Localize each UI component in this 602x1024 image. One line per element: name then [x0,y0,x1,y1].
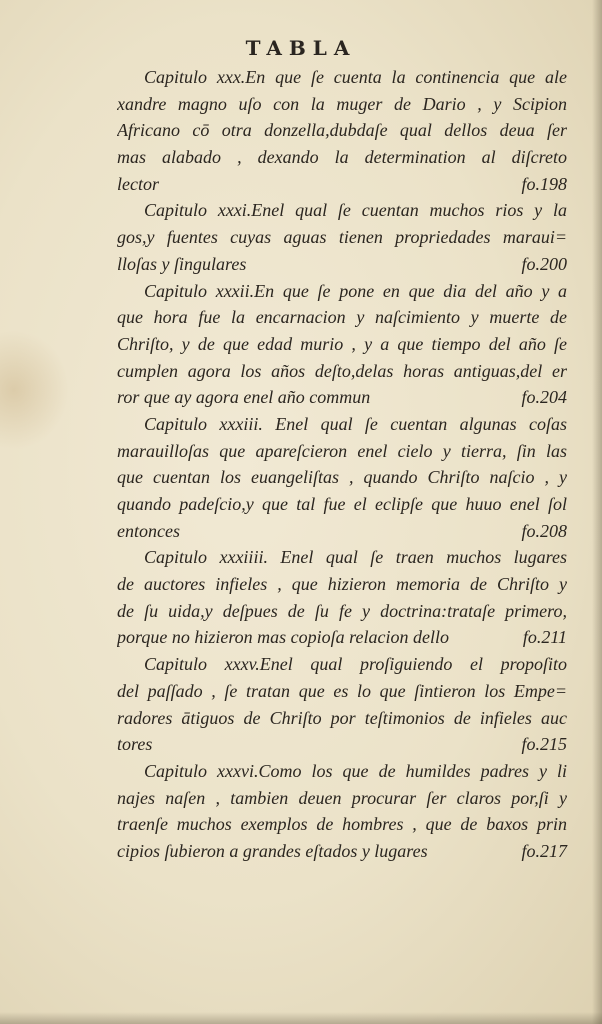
page-title: TABLA [245,36,357,60]
table-of-contents [117,64,567,865]
toc-entry [117,278,567,411]
line-text: Chriſto, y de que edad murio , y a que tiempo del año ſe [117,333,567,354]
folio-number: fo.208 [521,520,567,541]
line-text: marauilloſas que apareſcieron enel cielo y tierra, ſin las [117,440,567,461]
chapter-text-line [117,518,567,545]
line-text: lector [117,173,159,194]
line-text: entonces [117,520,180,541]
line-text: lloſas y ſingulares [117,253,247,274]
chapter-text-line [117,785,567,812]
line-text: porque no hizieron mas copioſa relacion dello [117,627,449,648]
folio-number: fo.211 [522,627,567,648]
chapter-text-line [117,598,567,625]
line-text: Capitulo xxx.En que ſe cuenta la continencia que ale [144,67,567,87]
page-edge-bottom [0,1012,602,1024]
toc-entry [117,758,567,865]
line-text: Capitulo xxxv.Enel qual proſiguiendo el propoſito [144,654,567,675]
page-edge-right [592,0,602,1024]
chapter-heading-line [117,411,567,438]
chapter-heading-line [117,651,567,678]
chapter-text-line [117,91,567,118]
chapter-heading-line [117,64,567,91]
line-text: cumplen agora los años deſto,delas horas antiguas,del er [117,360,567,381]
toc-entry [117,411,567,544]
line-text: Capitulo xxxiii. Enel qual ſe cuentan algunas coſas [144,413,567,434]
line-text: Capitulo xxxii.En que ſe pone en que dia del año y a [144,280,567,301]
line-text: ror que ay agora enel año commun [117,387,371,408]
folio-number: fo.204 [521,387,567,408]
chapter-text-line [117,705,567,732]
line-text: radores ātiguos de Chriſto por teſtimonios de infieles auc [117,707,567,728]
chapter-text-line [117,331,567,358]
line-text: de auctores infieles , que hizieron memoria de Chriſto y [117,574,567,595]
line-text: quando padeſcio,y que tal fue el eclipſe que huuo enel ſol [117,494,567,514]
chapter-text-line [117,384,567,411]
line-text: que hora fue la encarnacion y naſcimiento y muerte de [117,307,567,328]
line-text: mas alabado , dexando la determination al diſcreto [117,147,567,168]
chapter-text-line [117,304,567,331]
chapter-text-line [117,464,567,491]
chapter-text-line [117,358,567,385]
chapter-text-line [117,251,567,278]
chapter-heading-line [117,278,567,305]
line-text: cipios ſubieron a grandes eſtados y lugares [117,840,428,861]
paper-stain [0,330,70,450]
chapter-text-line [117,571,567,598]
line-text: Capitulo xxxiiii. Enel qual ſe traen muchos lugares [144,547,567,568]
line-text: del paſſado , ſe tratan que es lo que ſintieron los Empe= [117,680,567,701]
chapter-heading-line [117,758,567,785]
line-text: Capitulo xxxvi.Como los que de humildes padres y li [144,760,567,781]
chapter-heading-line [117,197,567,224]
toc-entry [117,544,567,651]
toc-entry [117,197,567,277]
line-text: traenſe muchos exemplos de hombres , que de baxos prin [117,814,567,835]
line-text: tores [117,734,153,755]
chapter-text-line [117,171,567,198]
chapter-text-line [117,624,567,651]
chapter-text-line [117,811,567,838]
folio-number: fo.217 [521,840,567,861]
chapter-text-line [117,678,567,705]
folio-number: fo.200 [521,253,567,274]
toc-entry [117,651,567,758]
line-text: najes naſen , tambien deuen procurar ſer claros por,ſi y [117,787,567,808]
chapter-text-line [117,224,567,251]
line-text: que cuentan los euangeliſtas , quando Chriſto naſcio , y [117,467,567,488]
line-text: Africano cō otra donzella,dubdaſe qual dellos deua ſer [117,120,567,141]
line-text: xandre magno uſo con la muger de Dario , y Scipion [117,93,567,114]
chapter-text-line [117,117,567,144]
folio-number: fo.198 [521,173,567,194]
toc-entry [117,64,567,197]
chapter-text-line [117,838,567,865]
chapter-text-line [117,438,567,465]
chapter-heading-line [117,544,567,571]
line-text: gos,y fuentes cuyas aguas tienen propriedades maraui= [117,227,567,248]
line-text: Capitulo xxxi.Enel qual ſe cuentan muchos rios y la [144,200,567,221]
chapter-text-line [117,144,567,171]
folio-number: fo.215 [521,734,567,755]
line-text: de ſu uida,y deſpues de ſu fe y doctrina:trataſe primero, [117,600,567,621]
chapter-text-line [117,491,567,518]
chapter-text-line [117,731,567,758]
